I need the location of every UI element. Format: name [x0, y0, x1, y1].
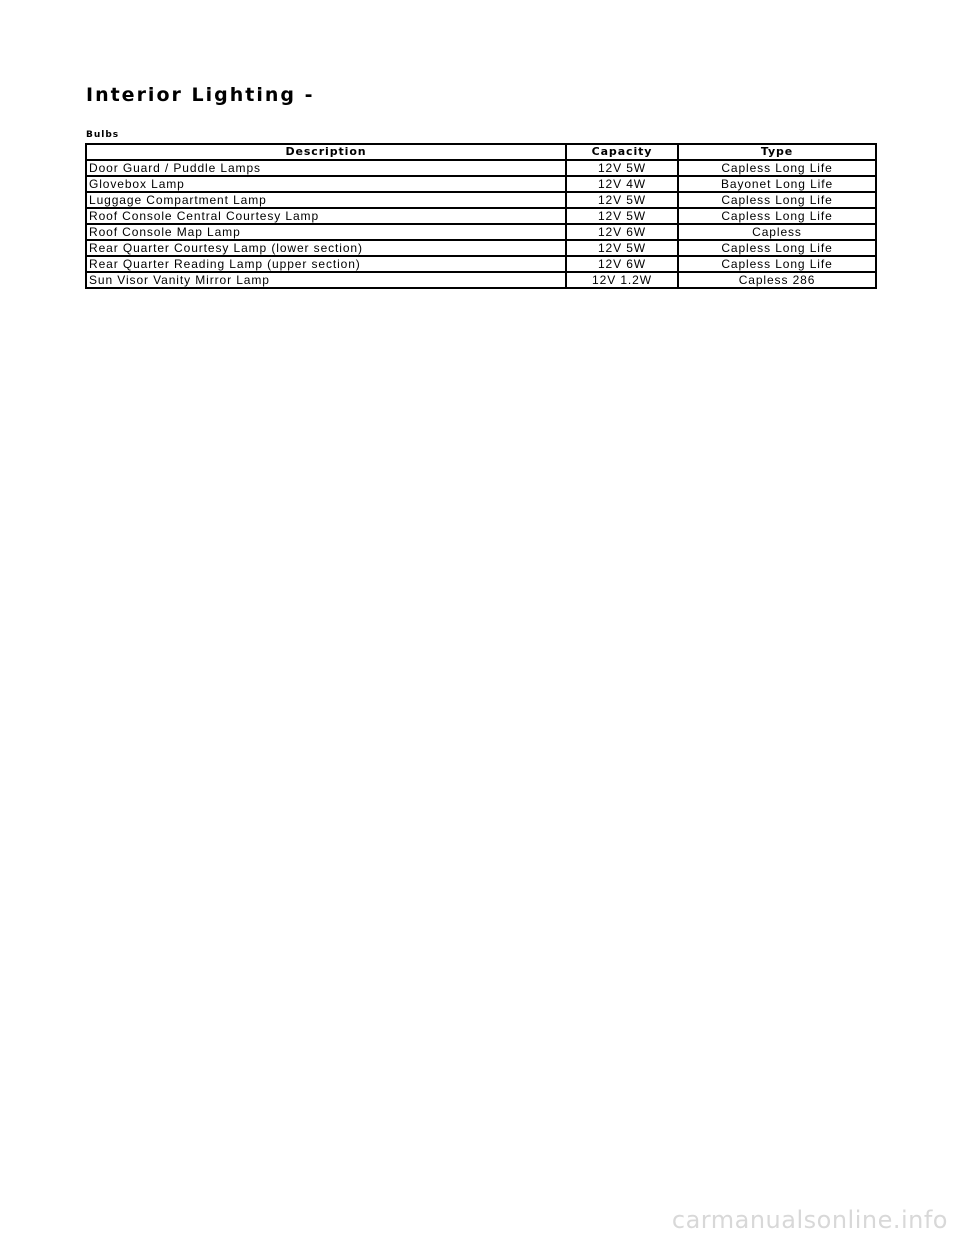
cell-capacity: 12V 6W [566, 256, 678, 272]
page-title: Interior Lighting - [86, 84, 315, 106]
cell-type: Capless Long Life [678, 256, 876, 272]
cell-capacity: 12V 5W [566, 192, 678, 208]
cell-description: Sun Visor Vanity Mirror Lamp [86, 272, 566, 288]
column-header-capacity: Capacity [566, 144, 678, 160]
cell-type: Bayonet Long Life [678, 176, 876, 192]
cell-capacity: 12V 5W [566, 208, 678, 224]
column-header-type: Type [678, 144, 876, 160]
table-row [86, 256, 876, 272]
cell-type: Capless 286 [678, 272, 876, 288]
cell-type: Capless Long Life [678, 192, 876, 208]
table-row [86, 224, 876, 240]
column-header-description: Description [86, 144, 566, 160]
table-row [86, 240, 876, 256]
cell-description: Door Guard / Puddle Lamps [86, 160, 566, 176]
cell-description: Roof Console Map Lamp [86, 224, 566, 240]
table-row [86, 208, 876, 224]
table-header-row [86, 144, 876, 160]
table-row [86, 272, 876, 288]
cell-description: Glovebox Lamp [86, 176, 566, 192]
cell-capacity: 12V 6W [566, 224, 678, 240]
cell-capacity: 12V 5W [566, 240, 678, 256]
cell-type: Capless [678, 224, 876, 240]
cell-description: Luggage Compartment Lamp [86, 192, 566, 208]
cell-description: Rear Quarter Courtesy Lamp (lower section) [86, 240, 566, 256]
table-row [86, 160, 876, 176]
cell-description: Roof Console Central Courtesy Lamp [86, 208, 566, 224]
bulbs-table [85, 143, 877, 289]
table-row [86, 192, 876, 208]
cell-description: Rear Quarter Reading Lamp (upper section) [86, 256, 566, 272]
cell-capacity: 12V 1.2W [566, 272, 678, 288]
cell-type: Capless Long Life [678, 160, 876, 176]
table-row [86, 176, 876, 192]
section-label-bulbs: Bulbs [86, 130, 120, 140]
cell-capacity: 12V 4W [566, 176, 678, 192]
cell-capacity: 12V 5W [566, 160, 678, 176]
watermark: carmanualsonline.info [671, 1206, 948, 1234]
cell-type: Capless Long Life [678, 240, 876, 256]
cell-type: Capless Long Life [678, 208, 876, 224]
